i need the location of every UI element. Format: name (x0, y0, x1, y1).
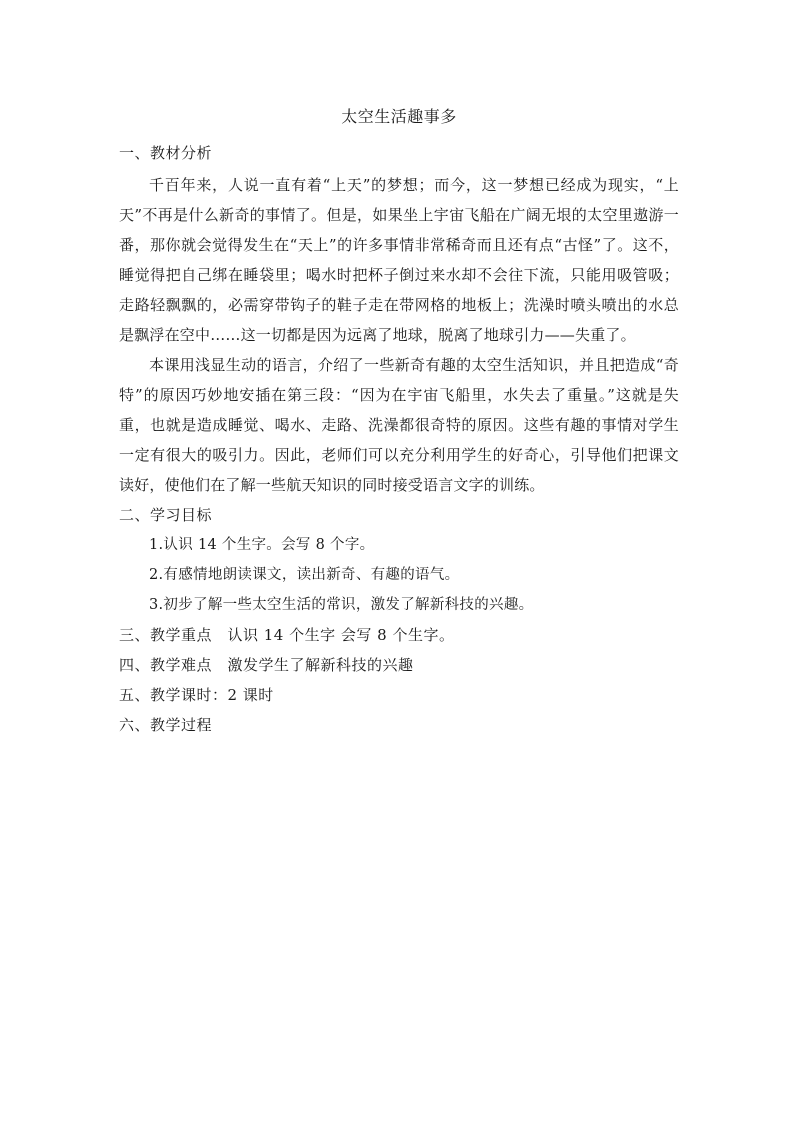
document-title: 太空生活趣事多 (341, 107, 457, 126)
objective-item-2: 2.有感情地朗读课文，读出新奇、有趣的语气。 (149, 567, 460, 583)
objective-item-1: 1.认识 14 个生字。会写 8 个字。 (149, 537, 375, 553)
section-heading-key-points: 三、教学重点 认识 14 个生字 会写 8 个生字。 (119, 626, 455, 644)
analysis-paragraph-1: 千百年来，人说一直有着“上天”的梦想；而今，这一梦想已经成为现实，“上天”不再是什么新奇的事情了。但是，如果坐上宇宙飞船在广阔无垠的太空里遨游一番，那你就会觉得发生在“天上”的许多事情非常稀奇而且还有点“古怪”了。这不，睡觉得把自己绑在睡袋里；喝水时把杯子倒过来水却不会往下流，只能用吸管吸；走路轻飘飘的，必需穿带钩子的鞋子走在带网格的地板上；洗澡时喷头喷出的水总是飘浮在空中……这一切都是因为远离了地球，脱离了地球引力——失重了。 (119, 176, 679, 344)
section-heading-hours: 五、教学课时：2 课时 (119, 686, 274, 704)
section-heading-difficulties: 四、教学难点 激发学生了解新科技的兴趣 (119, 656, 414, 674)
section-heading-objectives: 二、学习目标 (119, 506, 213, 524)
document-content (119, 104, 679, 740)
section-heading-analysis: 一、教材分析 (119, 144, 213, 162)
objective-item-3: 3.初步了解一些太空生活的常识，激发了解新科技的兴趣。 (149, 597, 534, 613)
analysis-paragraph-2: 本课用浅显生动的语言，介绍了一些新奇有趣的太空生活知识，并且把造成“奇特”的原因巧妙地安插在第三段：“因为在宇宙飞船里，水失去了重量。”这就是失重，也就是造成睡觉、喝水、走路、洗澡都很奇特的原因。这些有趣的事情对学生一定有很大的吸引力。因此，老师们可以充分利用学生的好奇心，引导他们把课文读好，使他们在了解一些航天知识的同时接受语言文字的训练。 (119, 356, 679, 494)
section-heading-process: 六、教学过程 (119, 716, 213, 734)
